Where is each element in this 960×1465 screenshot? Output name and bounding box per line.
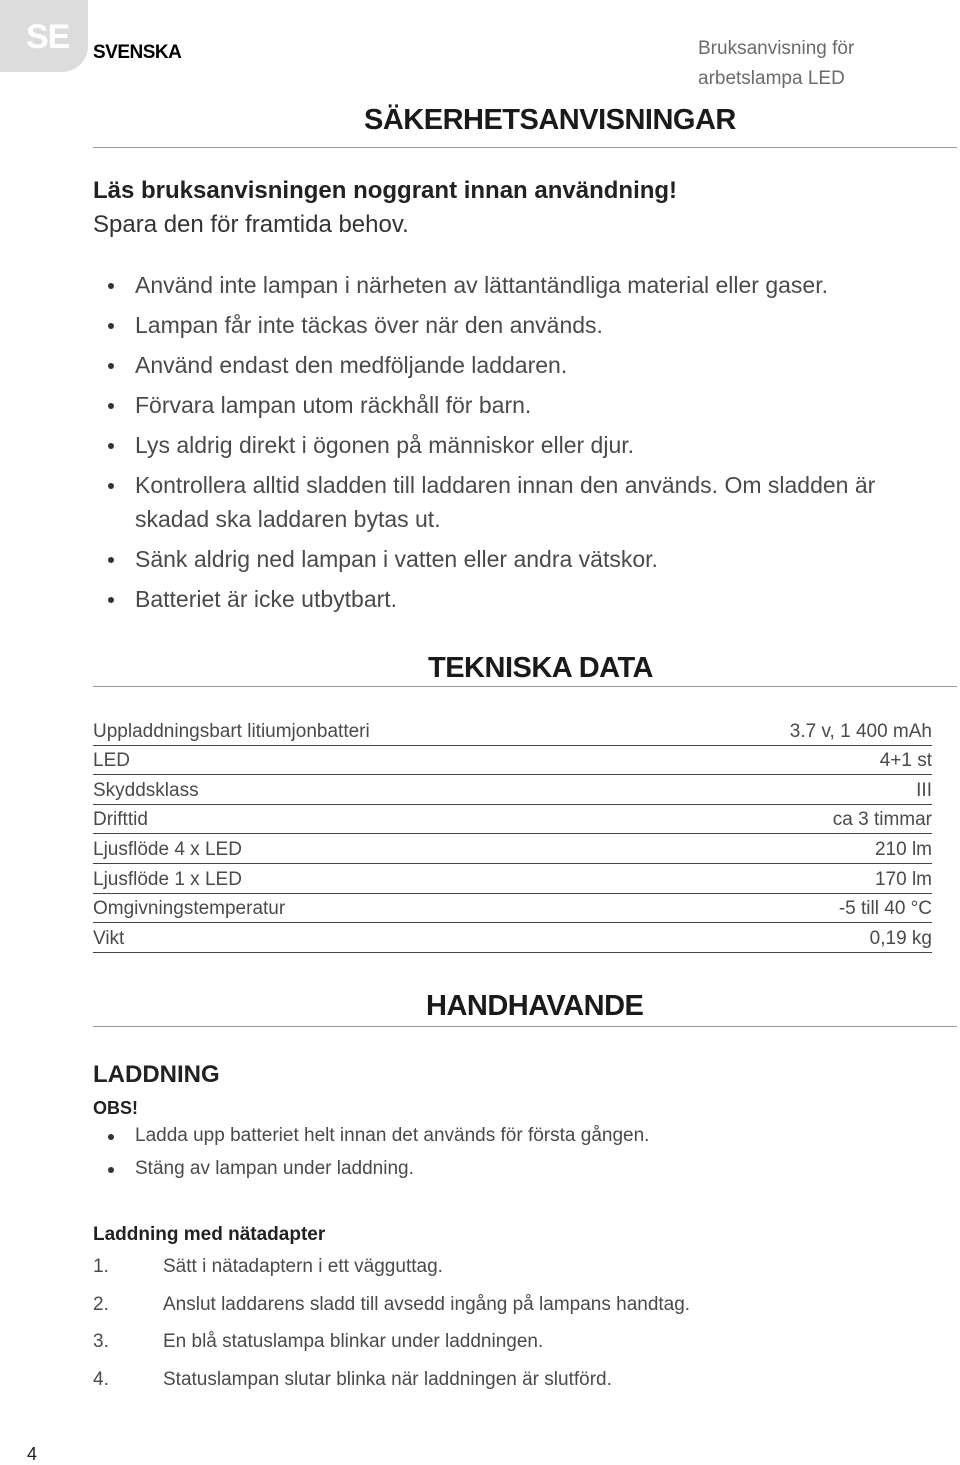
safety-divider	[93, 147, 957, 148]
safety-list	[108, 268, 908, 622]
adapter-heading: Laddning med nätadapter	[93, 1224, 326, 1245]
note-label: OBS!	[93, 1098, 138, 1118]
bullet-icon	[108, 403, 114, 409]
table-row: Ljusflöde 1 x LED 170 lm	[93, 863, 932, 893]
technical-title: TEKNISKA DATA	[428, 652, 653, 684]
safety-intro	[93, 174, 677, 242]
language-name: SVENSKA	[93, 42, 182, 63]
table-row: Ljusflöde 4 x LED 210 lm	[93, 834, 932, 864]
charging-notes	[108, 1122, 908, 1188]
language-tab	[0, 0, 88, 72]
table-row: Skyddsklass III	[93, 775, 932, 805]
list-item: Sänk aldrig ned lampan i vatten eller andra vätskor.	[108, 542, 908, 576]
charging-steps	[93, 1253, 913, 1403]
document-title	[698, 34, 938, 94]
list-item: Använd inte lampan i närheten av lättantändliga material eller gaser.	[108, 268, 908, 302]
bullet-icon	[108, 483, 114, 489]
bullet-icon	[108, 363, 114, 369]
charging-heading: LADDNING	[93, 1061, 220, 1088]
handling-title: HANDHAVANDE	[426, 990, 644, 1022]
bullet-icon	[108, 1134, 114, 1140]
document-title-line-2: arbetslampa LED	[698, 68, 845, 89]
list-item: 3. En blå statuslampa blinkar under laddningen.	[93, 1331, 544, 1352]
bullet-icon	[108, 597, 114, 603]
table-row: Omgivningstemperatur -5 till 40 °C	[93, 893, 932, 923]
bullet-icon	[108, 1167, 114, 1173]
list-item: Ladda upp batteriet helt innan det används för första gången.	[108, 1122, 908, 1149]
table-row: LED 4+1 st	[93, 745, 932, 775]
list-item: 1. Sätt i nätadaptern i ett vägguttag.	[93, 1256, 443, 1277]
list-item: 2. Anslut laddarens sladd till avsedd ingång på lampans handtag.	[93, 1293, 691, 1315]
specs-table	[93, 716, 932, 953]
list-item: Kontrollera alltid sladden till laddaren innan den används. Om sladden är skadad ska laddaren bytas ut.	[108, 468, 908, 536]
list-item: 4. Statuslampan slutar blinka när laddningen är slutförd.	[93, 1368, 612, 1390]
list-item: Stäng av lampan under laddning.	[108, 1155, 908, 1182]
page-number: 4	[27, 1444, 38, 1464]
table-row: Uppladdningsbart litiumjonbatteri 3.7 v, 1 400 mAh	[93, 716, 932, 745]
language-code: SE	[26, 18, 70, 56]
bullet-icon	[108, 283, 114, 289]
intro-text: Spara den för framtida behov.	[93, 211, 409, 238]
safety-title: SÄKERHETSANVISNINGAR	[364, 104, 736, 136]
handling-divider	[93, 1026, 957, 1027]
bullet-icon	[108, 443, 114, 449]
intro-bold-text: Läs bruksanvisningen noggrant innan användning!	[93, 177, 678, 204]
document-title-line-1: Bruksanvisning för	[698, 38, 855, 59]
table-row: Drifttid ca 3 timmar	[93, 804, 932, 834]
table-row: Vikt 0,19 kg	[93, 923, 932, 953]
list-item: Lys aldrig direkt i ögonen på människor eller djur.	[108, 428, 908, 462]
list-item: Förvara lampan utom räckhåll för barn.	[108, 388, 908, 422]
list-item: Batteriet är icke utbytbart.	[108, 582, 908, 616]
technical-divider	[93, 686, 957, 687]
list-item: Använd endast den medföljande laddaren.	[108, 348, 908, 382]
list-item: Lampan får inte täckas över när den används.	[108, 308, 908, 342]
bullet-icon	[108, 323, 114, 329]
bullet-icon	[108, 557, 114, 563]
